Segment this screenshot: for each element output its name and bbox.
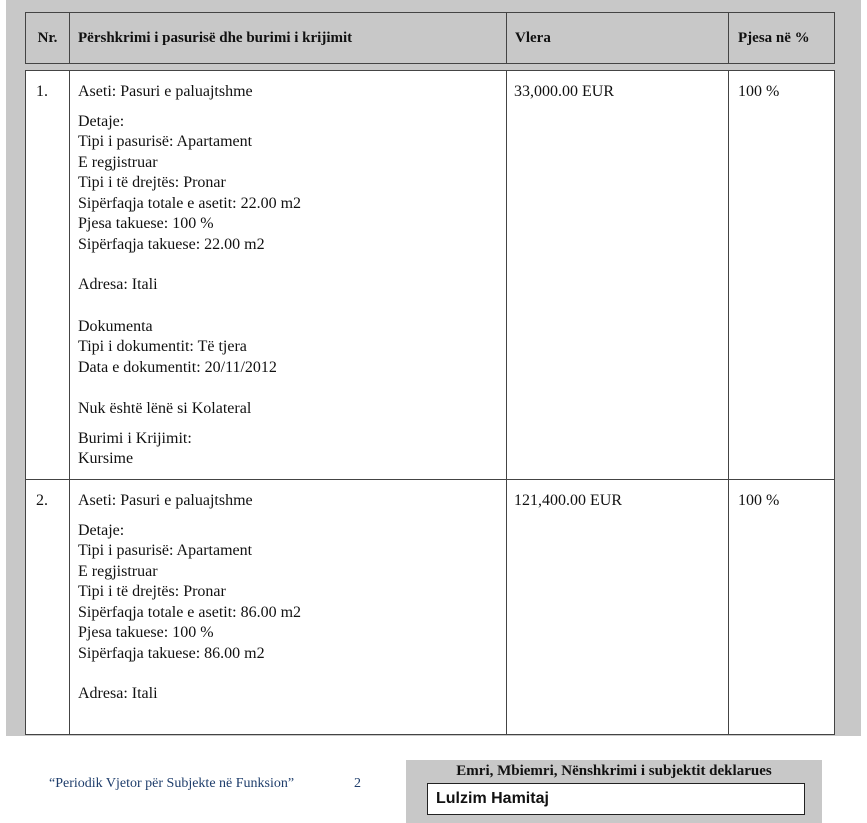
column-header-share: Pjesa në %	[738, 29, 810, 46]
document-date: Data e dokumentit: 20/11/2012	[78, 358, 277, 376]
asset-description	[78, 82, 498, 470]
source-value: Kursime	[78, 450, 134, 467]
details-label: Detaje:	[78, 112, 125, 130]
right-type: Tipi i të drejtës: Pronar	[78, 583, 226, 600]
signature-box	[406, 760, 822, 823]
total-area: Sipërfaqja totale e asetit: 86.00 m2	[78, 603, 302, 621]
asset-share-percent: 100 %	[738, 492, 780, 509]
share-area: Sipërfaqja takuese: 22.00 m2	[78, 235, 265, 253]
registration-status: E regjistruar	[78, 153, 158, 171]
documents-label: Dokumenta	[78, 317, 153, 335]
document-type: Tipi i dokumentit: Të tjera	[78, 338, 247, 355]
share-part: Pjesa takuese: 100 %	[78, 215, 214, 232]
column-header-value: Vlera	[507, 13, 729, 63]
asset-share-percent: 100 %	[738, 83, 780, 100]
asset-value: 33,000.00 EUR	[514, 83, 614, 100]
right-type: Tipi i të drejtës: Pronar	[78, 174, 226, 191]
signature-name-field: Lulzim Hamitaj	[427, 783, 805, 815]
registration-status: E regjistruar	[78, 562, 158, 580]
column-header-description: Përshkrimi i pasurisë dhe burimi i krijimit	[70, 13, 507, 63]
share-area: Sipërfaqja takuese: 86.00 m2	[78, 644, 265, 662]
row-number: 1.	[36, 83, 48, 100]
total-area: Sipërfaqja totale e asetit: 22.00 m2	[78, 194, 302, 212]
asset-type: Aseti: Pasuri e paluajtshme	[78, 83, 253, 100]
page-number: 2	[354, 776, 361, 791]
address: Adresa: Itali	[78, 685, 158, 702]
signature-title: Emri, Mbiemri, Nënshkrimi i subjektit deklarues	[456, 763, 772, 779]
table-header	[25, 12, 835, 64]
source-label: Burimi i Krijimit:	[78, 429, 192, 447]
property-type: Tipi i pasurisë: Apartament	[78, 133, 253, 150]
share-part: Pjesa takuese: 100 %	[78, 624, 214, 641]
row-number: 2.	[36, 492, 48, 509]
assets-table	[25, 70, 835, 735]
table-row	[26, 480, 834, 735]
details-label: Detaje:	[78, 521, 125, 539]
property-type: Tipi i pasurisë: Apartament	[78, 542, 253, 559]
publication-title: “Periodik Vjetor për Subjekte në Funksion”	[49, 776, 295, 791]
table-row	[26, 71, 834, 480]
column-header-nr: Nr.	[26, 13, 70, 63]
asset-value: 121,400.00 EUR	[514, 492, 622, 509]
collateral-status: Nuk është lënë si Kolateral	[78, 400, 252, 417]
asset-type: Aseti: Pasuri e paluajtshme	[78, 492, 253, 509]
asset-description	[78, 491, 498, 705]
address: Adresa: Itali	[78, 276, 158, 293]
